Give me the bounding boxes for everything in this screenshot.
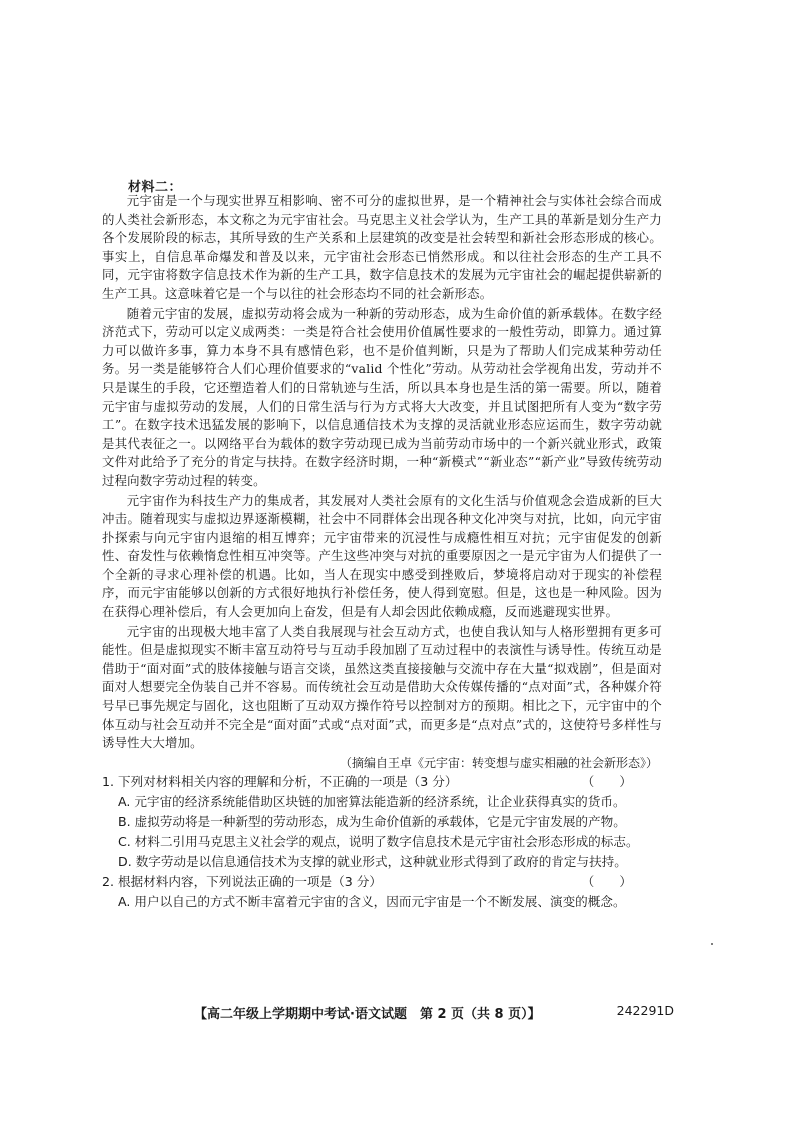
question-stem <box>102 872 662 892</box>
material-paragraph-3: 元宇宙作为科技生产力的集成者，其发展对人类社会原有的文化生活与价值观念会造成新的巨大冲击。随着现实与虚拟边界逐渐模糊，社会中不同群体会出现各种文化冲突与对抗，比如，向元宇宙扑探索与向元宇宙内退缩的相互博弈；元宇宙带来的沉浸性与成瘾性相互对抗；元宇宙促发的创新性、奋发性与依赖惰怠性相互冲突等。产生这些冲突与对抗的重要原因之一是元宇宙为人们提供了一个全新的寻求心理补偿的机遇。比如，当人在现实中感受到挫败后，梦境将启动对于现实的补偿程序，而元宇宙能够以创新的方式很好地执行补偿任务，使人得到宽慰。但是，这也是一种风险。因为在获得心理补偿后，有人会更加向上奋发，但是有人却会因此依赖成瘾，反而逃避现实世界。 <box>102 492 662 620</box>
material-paragraph-2: 随着元宇宙的发展，虚拟劳动将会成为一种新的劳动形态，成为生命价值的新承载体。在数字经济范式下，劳动可以定义成两类：一类是符合社会使用价值属性要求的一般性劳动，即算力。通过算力可以做许多事，算力本身不具有感情色彩，也不是价值判断，只是为了帮助人们完成某种劳动任务。另一类是能够符合人们心理价值要求的“valid 个性化”劳动。从劳动社会学视角出发，劳动并不只是谋生的手段，它还塑造着人们的日常轨迹与生活，所以具本身也是生活的第一需要。所以，随着元宇宙与虚拟劳动的发展，人们的日常生活与行为方式将大大改变，并且试图把所有人变为“数字劳工”。在数字技术迅猛发展的影响下，以信息通信技术为支撑的灵活就业形态应运而生，数字劳动就是其代表征之一。以网络平台为载体的数字劳动现已成为当前劳动市场中的一个新兴就业形式，政策文件对此给予了充分的肯定与扶持。在数字经济时期，一种“新模式”“新业态”“新产业”导致传统劳动过程向数字劳动过程的转变。 <box>102 305 662 488</box>
material-source: （摘编自王卓《元宇宙：转变想与虚实相融的社会新形态》） <box>339 755 658 770</box>
answer-blank: （ ） <box>581 874 632 890</box>
question-1-option-a: A. 元宇宙的经济系统能借助区块链的加密算法能造新的经济系统，让企业获得真实的货币。 <box>118 794 626 810</box>
material-paragraph-4: 元宇宙的出现极大地丰富了人类自我展现与社会互动方式，也使自我认知与人格形塑拥有更多可能性。但是虚拟现实不断丰富互动符号与互动手段加剧了互动过程中的表演性与诱导性。传统互动是借助于“面对面”式的肢体接触与语言交谈，虽然这类直接接触与交流中存在大量“拟戏剧”，但是面对面对人想要完全伪装自己并不容易。而传统社会互动是借助大众传媒传播的“点对面”式，各种媒介符号早已事先规定与固化，这也阻断了互动双方操作符号以控制对方的预期。相比之下，元宇宙中的个体互动与社会互动并不完全是“面对面”式或“点对面”式，而更多是“点对点”式的，这使符号多样性与诱导性大大增加。 <box>102 623 662 751</box>
question-1 <box>102 772 662 872</box>
material-title: 材料二： <box>128 180 183 195</box>
question-1-option-d: D. 数字劳动是以信息通信技术为支撑的就业形式，这种就业形式得到了政府的肯定与扶持。 <box>118 854 627 870</box>
question-1-stem: 1. 下列对材料相关内容的理解和分析，不正确的一项是（3 分） <box>102 774 458 790</box>
material-body <box>102 192 662 912</box>
scan-speck <box>711 943 713 945</box>
footer-label: 【高二年级上学期期中考试·语文试题 第 2 页（共 8 页）】 <box>194 1007 541 1022</box>
question-2-option-a: A. 用户以自己的方式不断丰富着元宇宙的含义，因而元宇宙是一个不断发展、演变的概念。 <box>118 894 626 910</box>
footer-code: 242291D <box>616 1003 674 1018</box>
question-1-option-b: B. 虚拟劳动将是一种新型的劳动形态，成为生命价值新的承载体，它是元宇宙发展的产物。 <box>118 814 626 830</box>
material-paragraph-1: 元宇宙是一个与现实世界互相影响、密不可分的虚拟世界，是一个精神社会与实体社会综合而成的人类社会新形态，本文称之为元宇宙社会。马克思主义社会学认为，生产工具的革新是划分生产力各个发展阶段的标志，其所导致的生产关系和上层建筑的改变是社会转型和新社会形态形成的核心。事实上，自信息革命爆发和普及以来，元宇宙社会形态已悄然形成。和以往社会形态的生产工具不同，元宇宙将数字信息技术作为新的生产工具，数字信息技术的发展为元宇宙社会的崛起提供崭新的生产工具。这意味着它是一个与以往的社会形态均不同的社会新形态。 <box>102 193 662 301</box>
question-2 <box>102 872 662 912</box>
question-1-option-c: C. 材料二引用马克思主义社会学的观点，说明了数字信息技术是元宇宙社会形态形成的标志。 <box>118 834 639 850</box>
question-2-stem: 2. 根据材料内容，下列说法正确的一项是（3 分） <box>102 874 382 890</box>
question-stem <box>102 772 662 792</box>
answer-blank: （ ） <box>581 774 632 790</box>
page-footer <box>194 1003 674 1022</box>
